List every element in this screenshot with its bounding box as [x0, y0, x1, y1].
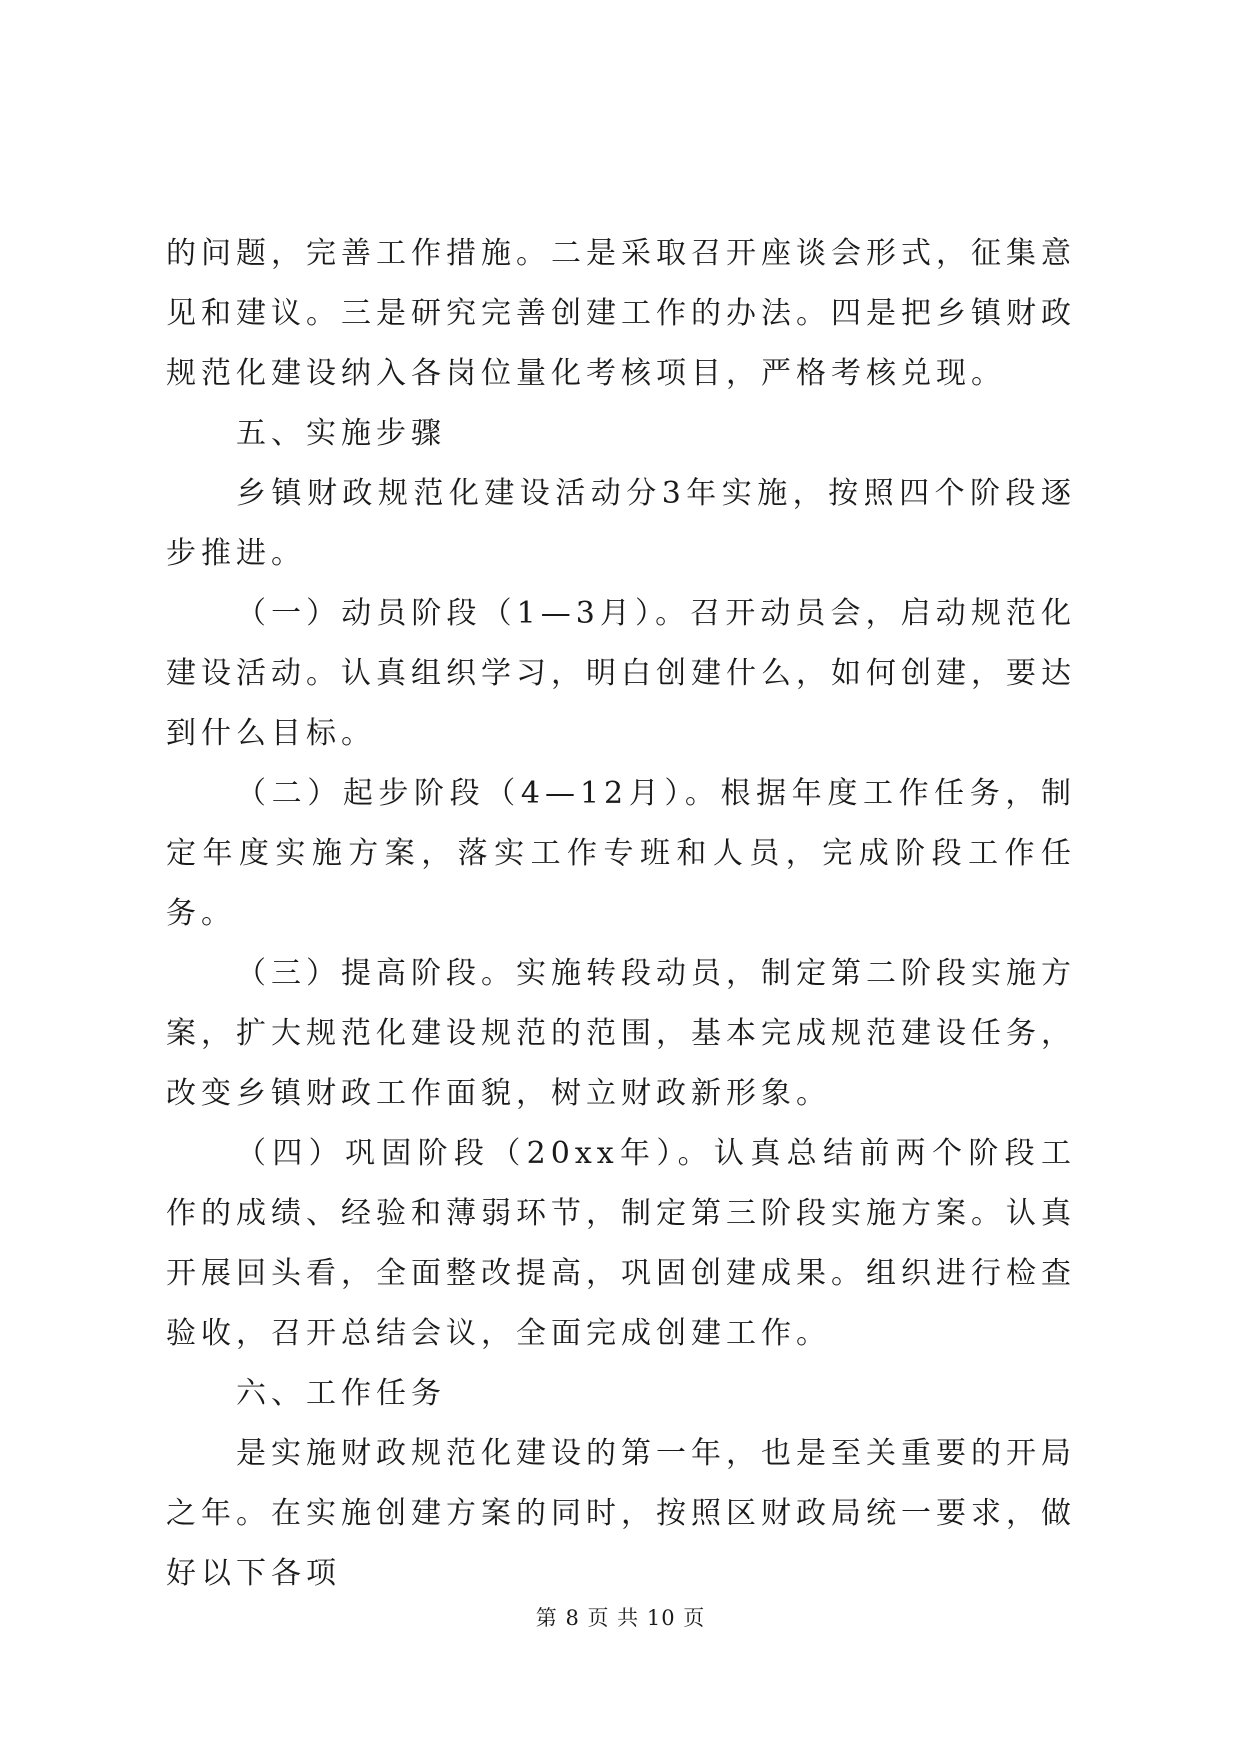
- page-number-footer: 第 8 页 共 10 页: [535, 1606, 706, 1630]
- paragraph-stage-1: （一）动员阶段（1—3月）。召开动员会，启动规范化建设活动。认真组织学习，明白创建什么，如何创建，要达到什么目标。: [166, 596, 1076, 751]
- paragraph-stage-2: （二）起步阶段（4—12月）。根据年度工作任务，制定年度实施方案，落实工作专班和人员，完成阶段工作任务。: [166, 776, 1076, 931]
- section-heading-steps: 五、实施步骤: [236, 416, 446, 451]
- paragraph-continuation: 的问题，完善工作措施。二是采取召开座谈会形式，征集意见和建议。三是研究完善创建工作的办法。四是把乡镇财政规范化建设纳入各岗位量化考核项目，严格考核兑现。: [166, 236, 1076, 391]
- section-heading-tasks: 六、工作任务: [236, 1376, 446, 1411]
- paragraph-stage-3: （三）提高阶段。实施转段动员，制定第二阶段实施方案，扩大规范化建设规范的范围，基本完成规范建设任务，改变乡镇财政工作面貌，树立财政新形象。: [166, 956, 1076, 1111]
- document-body: [166, 224, 1076, 1604]
- paragraph-steps-intro: 乡镇财政规范化建设活动分3年实施，按照四个阶段逐步推进。: [166, 476, 1076, 571]
- paragraph-tasks-intro: 是实施财政规范化建设的第一年，也是至关重要的开局之年。在实施创建方案的同时，按照区财政局统一要求，做好以下各项: [166, 1436, 1076, 1591]
- paragraph-stage-4: （四）巩固阶段（20xx年）。认真总结前两个阶段工作的成绩、经验和薄弱环节，制定第三阶段实施方案。认真开展回头看，全面整改提高，巩固创建成果。组织进行检查验收，召开总结会议，全面完成创建工作。: [166, 1136, 1076, 1351]
